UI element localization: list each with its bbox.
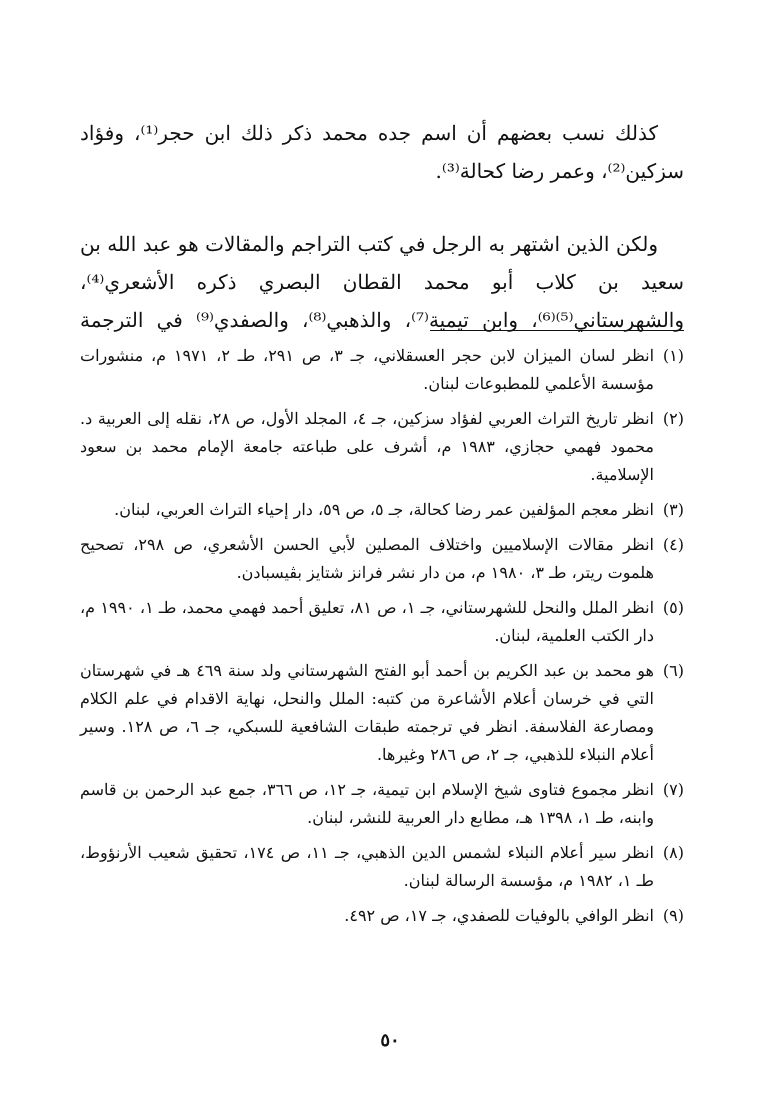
footnote-text: انظر الوافي بالوفيات للصفدي، جـ ١٧، ص ٤٩٢.	[344, 906, 654, 925]
footnote-separator	[430, 330, 684, 331]
footnote-number: (٧)	[662, 780, 684, 799]
footnote-number: (٢)	[662, 409, 684, 428]
footnote-text: انظر تاريخ التراث العربي لفؤاد سزكين، جـ ٤، المجلد الأول، ص ٢٨، نقله إلى العربية د. محمود فهمي حجازي، ١٩٨٣ م، أشرف على طباعته جامعة الإمام محمد بن سعود الإسلامية.	[80, 409, 654, 484]
footnote-7	[80, 776, 684, 832]
footnote-3	[80, 496, 684, 524]
footnote-6	[80, 657, 684, 769]
body-paragraph-1: كذلك نسب بعضهم أن اسم جده محمد ذكر ذلك ابن حجر⁽¹⁾، وفؤاد سزكين⁽²⁾، وعمر رضا كحالة⁽³⁾.	[80, 121, 684, 183]
footnote-text: انظر مجموع فتاوى شيخ الإسلام ابن تيمية، جـ ١٢، ص ٣٦٦، جمع عبد الرحمن بن قاسم وابنه، طـ ١، ١٣٩٨ هـ، مطابع دار العربية للنشر، لبنان.	[80, 780, 654, 827]
footnote-2	[80, 405, 684, 489]
footnote-8	[80, 839, 684, 895]
footnote-number: (٨)	[662, 843, 684, 862]
footnotes-list	[80, 342, 684, 937]
footnote-number: (٥)	[662, 598, 684, 617]
footnote-number: (٤)	[662, 535, 684, 554]
footnote-number: (١)	[662, 346, 684, 365]
footnote-5	[80, 594, 684, 650]
footnote-1	[80, 342, 684, 398]
footnote-number: (٣)	[662, 500, 684, 519]
footnote-text: انظر مقالات الإسلاميين واختلاف المصلين لأبي الحسن الأشعري، ص ٢٩٨، تصحيح هلموت ريتر، طـ ٣، ١٩٨٠ م، من دار نشر فرانز شتايز بڤيسبادن.	[80, 535, 655, 582]
footnote-number: (٦)	[662, 661, 684, 680]
footnote-text: انظر معجم المؤلفين عمر رضا كحالة، جـ ٥، ص ٥٩، دار إحياء التراث العربي، لبنان.	[114, 500, 654, 519]
footnote-text: هو محمد بن عبد الكريم بن أحمد أبو الفتح الشهرستاني ولد سنة ٤٦٩ هـ في شهرستان التي في خرسان أعلام الأشاعرة من كتبه: الملل والنحل، نهاية الاقدام في علم الكلام ومصارعة الفلاسفة. انظر في ترجمته طبقات الشافعية للسبكي، جـ ٦، ص ١٢٨. وسير أعلام النبلاء للذهبي، جـ ٢، ص ٢٨٦ وغيرها.	[80, 661, 655, 764]
page-number: ٥٠	[380, 1030, 400, 1051]
body-paragraph-2: ولكن الذين اشتهر به الرجل في كتب التراجم والمقالات هو عبد الله بن سعيد بن كلاب أبو محمد القطان البصري ذكره الأشعري⁽⁴⁾، والشهرستاني⁽⁵⁾⁽⁶⁾، وابن تيمية⁽⁷⁾، والذهبي⁽⁸⁾، والصفدي⁽⁹⁾ في الترجمة	[80, 232, 685, 332]
footnote-text: انظر لسان الميزان لابن حجر العسقلاني، جـ ٣، ص ٢٩١، طـ ٢، ١٩٧١ م، منشورات مؤسسة الأعلمي للمطبوعات لبنان.	[80, 346, 655, 393]
footnote-9	[80, 902, 684, 930]
footnote-text: انظر سير أعلام النبلاء لشمس الدين الذهبي، جـ ١١، ص ١٧٤، تحقيق شعيب الأرنؤوط، طـ ١، ١٩٨٢ م، مؤسسة الرسالة لبنان.	[80, 843, 654, 890]
footnote-text: انظر الملل والنحل للشهرستاني، جـ ١، ص ٨١، تعليق أحمد فهمي محمد، طـ ١، ١٩٩٠ م، دار الكتب العلمية، لبنان.	[80, 598, 655, 645]
footnote-4	[80, 531, 684, 587]
footnote-number: (٩)	[662, 906, 684, 925]
